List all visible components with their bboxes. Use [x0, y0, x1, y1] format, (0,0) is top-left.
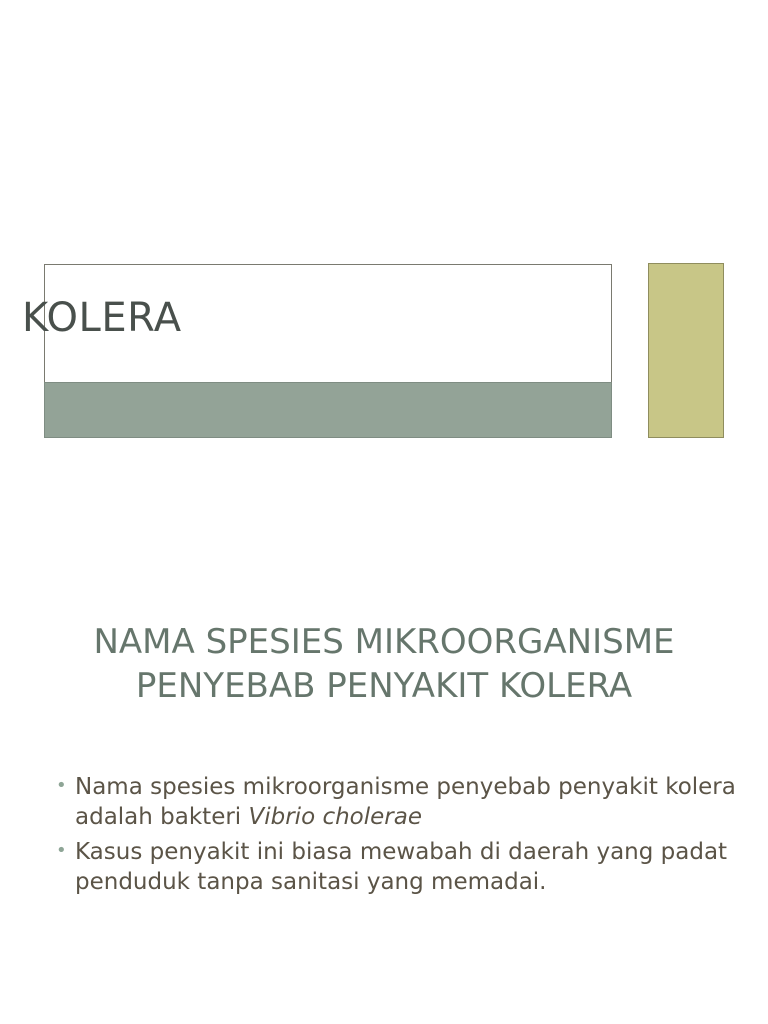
bullet-dot-icon: • — [56, 775, 67, 796]
bullet-item — [56, 772, 746, 832]
bullet-dot-icon: • — [56, 840, 67, 861]
species-name: Vibrio cholerae — [248, 804, 422, 830]
bullet-item — [56, 837, 746, 897]
bullet-list — [56, 772, 746, 902]
slide-title: KOLERA — [22, 295, 182, 341]
title-accent-band — [44, 382, 612, 438]
section-heading — [0, 620, 768, 708]
section-heading-line-2: PENYEBAB PENYAKIT KOLERA — [135, 666, 633, 706]
section-heading-line-1: NAMA SPESIES MIKROORGANISME — [93, 622, 675, 662]
bullet-text: Nama spesies mikroorganisme penyebab penyakit kolera adalah bakteri — [75, 774, 736, 830]
side-accent-block — [648, 263, 724, 438]
bullet-text: Kasus penyakit ini biasa mewabah di daerah yang padat penduduk tanpa sanitasi yang memadai. — [75, 839, 728, 895]
